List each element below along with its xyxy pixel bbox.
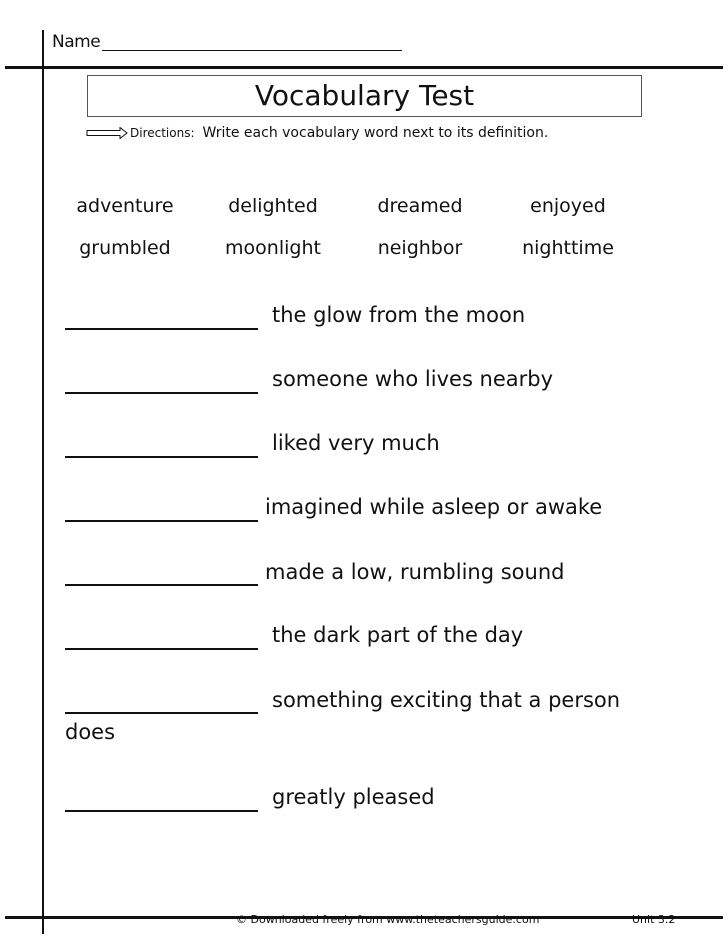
answer-blank[interactable] bbox=[65, 328, 258, 330]
word-bank-item: moonlight bbox=[225, 237, 321, 259]
name-label: Name bbox=[52, 32, 101, 52]
unit-label: Unit 3.2 bbox=[632, 913, 676, 926]
directions bbox=[130, 125, 548, 141]
arrow-right-icon bbox=[86, 127, 128, 139]
definition-continuation: does bbox=[65, 720, 116, 744]
answer-blank[interactable] bbox=[65, 456, 258, 458]
definition: greatly pleased bbox=[272, 785, 435, 809]
page-title: Vocabulary Test bbox=[254, 79, 475, 112]
answer-blank[interactable] bbox=[65, 712, 258, 714]
directions-text: Write each vocabulary word next to its definition. bbox=[202, 125, 549, 141]
definition: the dark part of the day bbox=[272, 623, 524, 647]
definition: liked very much bbox=[272, 431, 440, 455]
definition: made a low, rumbling sound bbox=[265, 560, 565, 584]
answer-blank[interactable] bbox=[65, 810, 258, 812]
definition: something exciting that a person bbox=[272, 688, 621, 712]
footer-credit: © Downloaded freely from www.theteachersguide.com bbox=[236, 913, 540, 926]
definition: someone who lives nearby bbox=[272, 367, 554, 391]
directions-label: Directions: bbox=[130, 126, 195, 140]
word-bank-item: grumbled bbox=[79, 237, 171, 259]
answer-blank[interactable] bbox=[65, 520, 258, 522]
word-bank-item: adventure bbox=[76, 195, 174, 217]
title-box bbox=[87, 75, 642, 117]
header-divider bbox=[5, 66, 723, 69]
word-bank-item: delighted bbox=[228, 195, 318, 217]
answer-blank[interactable] bbox=[65, 392, 258, 394]
answer-blank[interactable] bbox=[65, 584, 258, 586]
answer-blank[interactable] bbox=[65, 648, 258, 650]
definition: the glow from the moon bbox=[272, 303, 526, 327]
word-bank-item: nighttime bbox=[522, 237, 614, 259]
word-bank-item: neighbor bbox=[377, 237, 463, 259]
margin-line bbox=[42, 30, 44, 934]
name-input-line[interactable] bbox=[102, 50, 402, 51]
word-bank-item: enjoyed bbox=[530, 195, 606, 217]
word-bank-item: dreamed bbox=[377, 195, 463, 217]
definition: imagined while asleep or awake bbox=[265, 495, 603, 519]
